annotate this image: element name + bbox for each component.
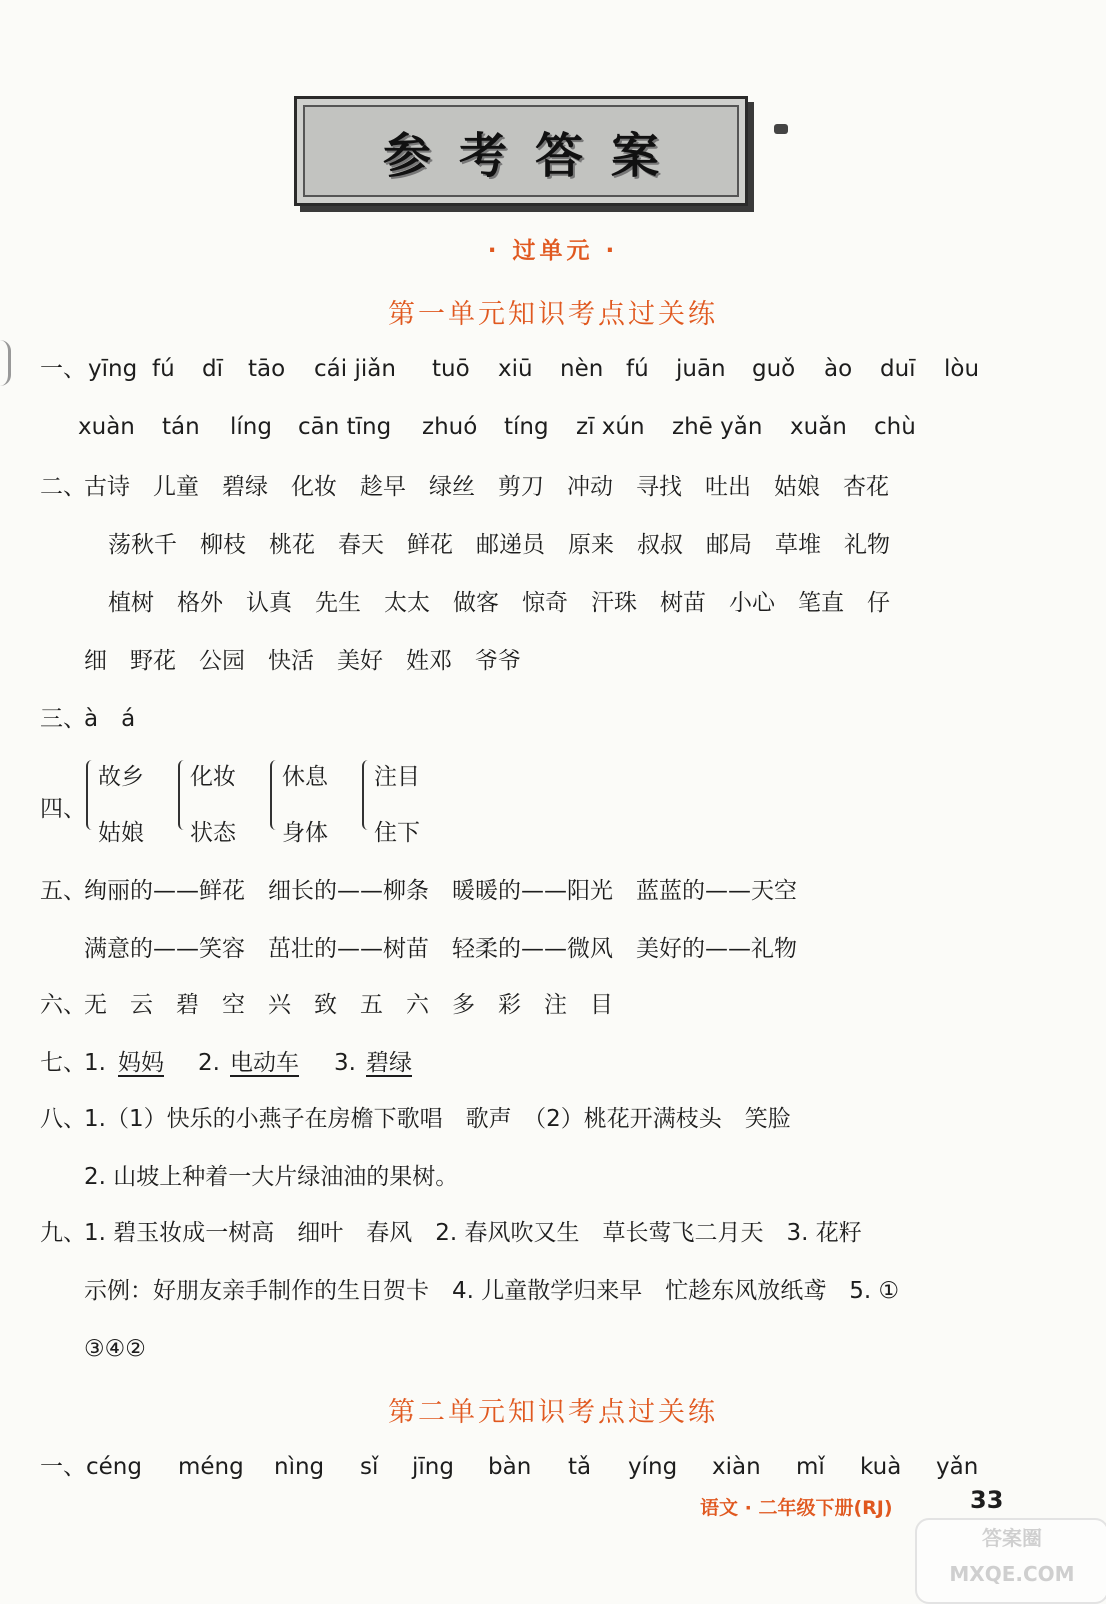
unit2-heading: 第二单元知识考点过关练 (388, 1397, 718, 1428)
q4-bottom: 身体 (282, 820, 328, 846)
pinyin: zhē yǎn (672, 414, 763, 440)
pinyin: nèn (560, 356, 604, 382)
pinyin: xuǎn (790, 414, 847, 440)
q3-number: 三、 (40, 706, 86, 732)
pinyin: duī (880, 356, 916, 382)
u2q1-number: 一、 (40, 1454, 86, 1480)
pinyin: yǎn (936, 1454, 979, 1480)
q6-number: 六、 (40, 992, 86, 1018)
q6-answer: 无 云 碧 空 兴 致 五 六 多 彩 注 目 (84, 992, 613, 1018)
q8-number: 八、 (40, 1106, 86, 1132)
pinyin: chù (874, 414, 916, 440)
q7-answer: 电动车 (230, 1050, 299, 1076)
q9-number: 九、 (40, 1220, 86, 1246)
q5-row1: 绚丽的——鲜花 细长的——柳条 暖暖的——阳光 蓝蓝的——天空 (84, 878, 797, 904)
q2-row4: 细 野花 公园 快活 美好 姓邓 爷爷 (84, 648, 521, 674)
q4-top: 注目 (374, 764, 420, 790)
pinyin: zī xún (576, 414, 645, 440)
pinyin: líng (230, 414, 272, 440)
q4-bottom: 姑娘 (98, 820, 144, 846)
pinyin: kuà (860, 1454, 902, 1480)
brace (362, 760, 372, 830)
pinyin: guǒ (752, 356, 796, 382)
pinyin: xuàn (78, 414, 135, 440)
pinyin: cái jiǎn (314, 356, 396, 382)
q5-row2: 满意的——笑容 茁壮的——树苗 轻柔的——微风 美好的——礼物 (84, 936, 797, 962)
q9-row2: 示例：好朋友亲手制作的生日贺卡 4. 儿童散学归来早 忙趁东风放纸鸢 5. ① (84, 1278, 900, 1304)
q2-number: 二、 (40, 474, 86, 500)
q9-row3: ③④② (84, 1336, 146, 1362)
pinyin: cān tīng (298, 414, 392, 440)
q5-number: 五、 (40, 878, 86, 904)
pinyin: yīng (88, 356, 138, 382)
brace (86, 760, 96, 830)
title-box (294, 96, 748, 206)
brace (270, 760, 280, 830)
q4-bottom: 状态 (190, 820, 236, 846)
pinyin: mǐ (796, 1454, 825, 1480)
pinyin: céng (86, 1454, 142, 1480)
pinyin: tāo (248, 356, 286, 382)
q2-row3: 植树 格外 认真 先生 太太 做客 惊奇 汗珠 树苗 小心 笔直 仔 (108, 590, 890, 616)
q2-row1: 古诗 儿童 碧绿 化妆 趁早 绿丝 剪刀 冲动 寻找 吐出 姑娘 杏花 (84, 474, 889, 500)
pinyin: lòu (944, 356, 980, 382)
q7-label: 1. (84, 1050, 106, 1076)
q1-number: 一、 (40, 356, 86, 382)
q3-answer: à á (84, 706, 136, 732)
q7-label: 2. (198, 1050, 220, 1076)
q4-number: 四、 (40, 796, 86, 822)
title-inner (303, 105, 739, 197)
pinyin: tuō (432, 356, 470, 382)
pinyin: zhuó (422, 414, 478, 440)
q7-label: 3. (334, 1050, 356, 1076)
pinyin: juān (676, 356, 726, 382)
footer-subject: 语文 · 二年级下册(RJ) (700, 1497, 893, 1519)
ink-mark (774, 124, 788, 134)
q2-row2: 荡秋千 柳枝 桃花 春天 鲜花 邮递员 原来 叔叔 邮局 草堆 礼物 (108, 532, 890, 558)
pinyin: xiàn (712, 1454, 761, 1480)
pinyin: méng (178, 1454, 244, 1480)
pinyin: fú (152, 356, 175, 382)
pinyin: xiū (498, 356, 533, 382)
pinyin: dī (202, 356, 223, 382)
q8-row1: 1.（1）快乐的小燕子在房檐下歌唱 歌声 （2）桃花开满枝头 笑脸 (84, 1106, 791, 1132)
page-edge-mark (0, 340, 11, 386)
pinyin: yíng (628, 1454, 678, 1480)
q4-top: 休息 (282, 764, 328, 790)
pinyin: jīng (412, 1454, 454, 1480)
pinyin: nìng (274, 1454, 325, 1480)
q7-answer: 妈妈 (118, 1050, 164, 1076)
q4-bottom: 住下 (374, 820, 420, 846)
q7-answer: 碧绿 (366, 1050, 412, 1076)
page-number: 33 (970, 1486, 1004, 1514)
pinyin: tán (162, 414, 200, 440)
pinyin: bàn (488, 1454, 532, 1480)
pinyin: sǐ (360, 1454, 379, 1480)
pinyin: ào (824, 356, 853, 382)
watermark-logo: 答案圈 MXQE.COM (915, 1518, 1106, 1604)
pinyin: tíng (504, 414, 549, 440)
q4-top: 化妆 (190, 764, 236, 790)
pinyin: tǎ (568, 1454, 592, 1480)
page-title: 参考答案 (382, 127, 687, 184)
q8-row2: 2. 山坡上种着一大片绿油油的果树。 (84, 1164, 459, 1190)
q7-number: 七、 (40, 1050, 86, 1076)
q9-row1: 1. 碧玉妆成一树高 细叶 春风 2. 春风吹又生 草长莺飞二月天 3. 花籽 (84, 1220, 862, 1246)
section-label: · 过单元 · (487, 238, 619, 264)
unit1-heading: 第一单元知识考点过关练 (388, 299, 718, 330)
pinyin: fú (626, 356, 649, 382)
q4-top: 故乡 (98, 764, 144, 790)
brace (178, 760, 188, 830)
